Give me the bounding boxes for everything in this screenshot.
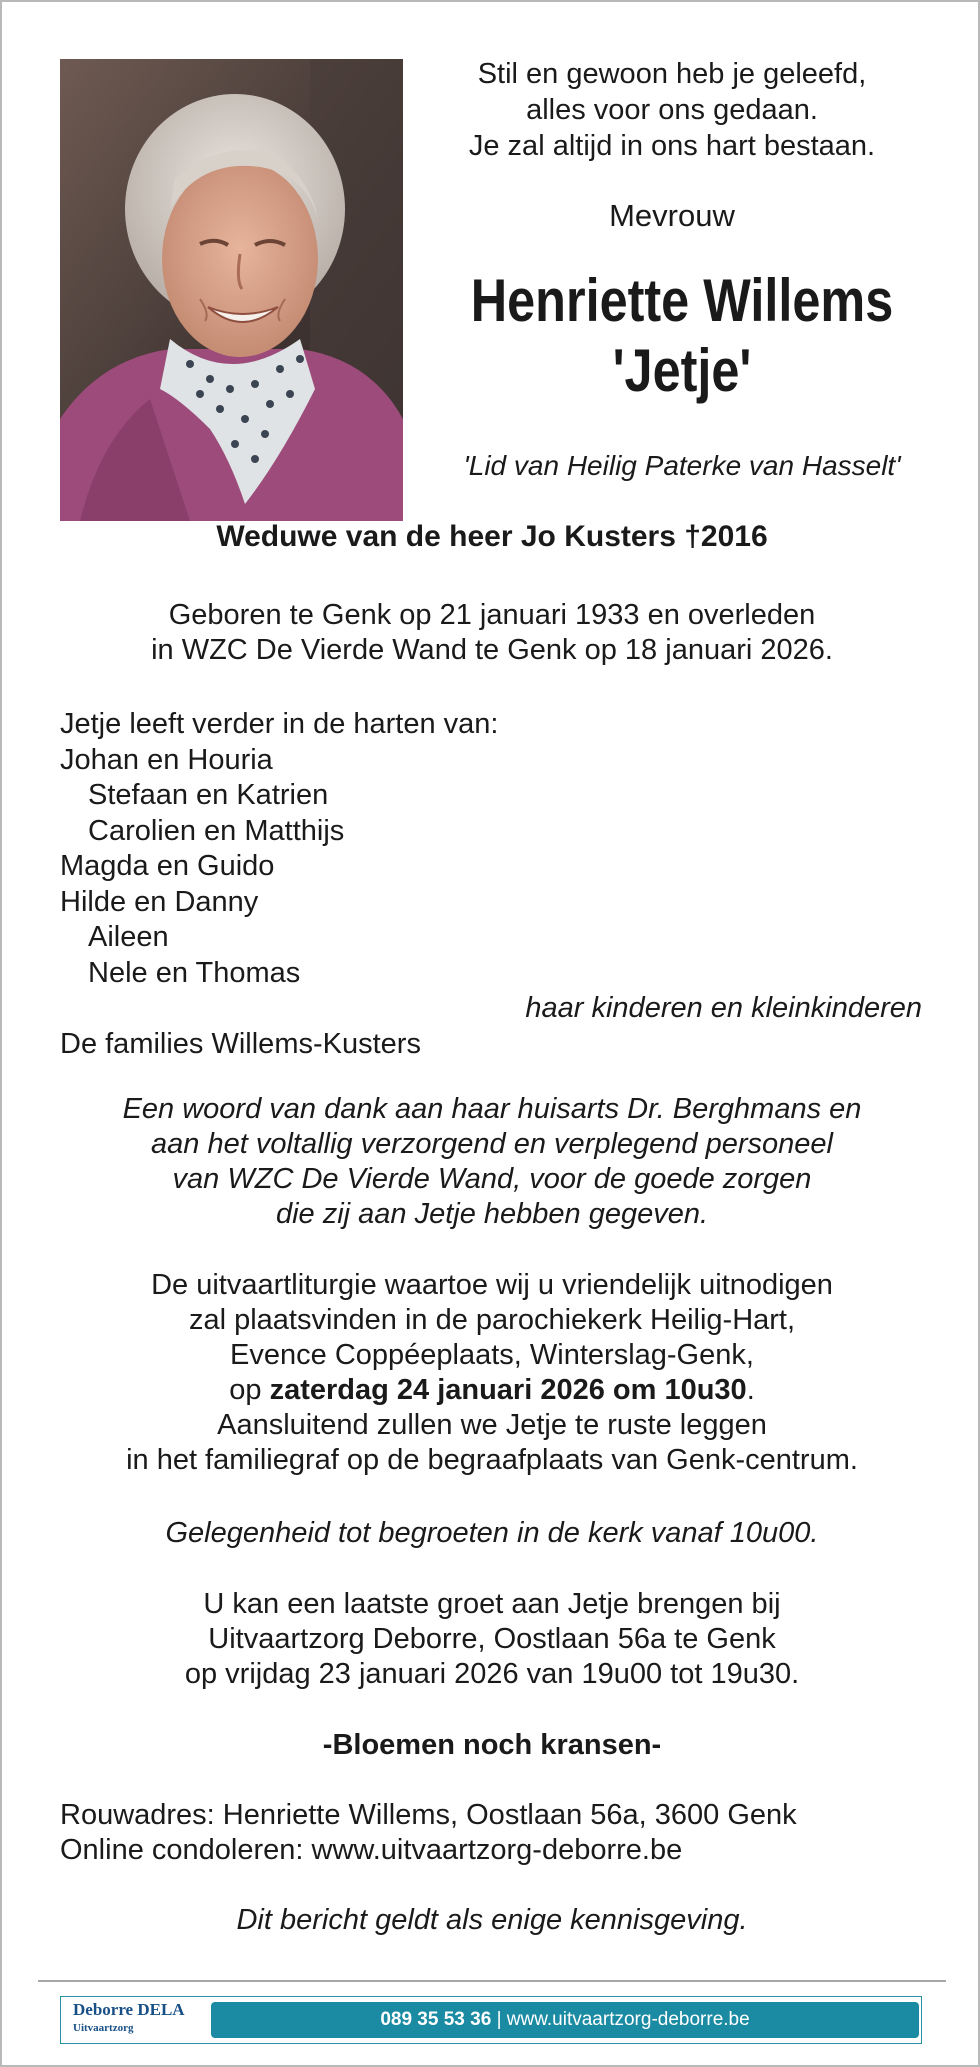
survivor-line: Nele en Thomas [88, 956, 301, 989]
no-flowers-note: -Bloemen noch kransen- [322, 1729, 662, 1761]
nickname: 'Jetje' [612, 337, 752, 404]
portrait-photo [60, 59, 403, 521]
funeral-date: zaterdag 24 januari 2026 om 10u30 [269, 1374, 747, 1406]
funeral-line: De uitvaartliturgie waartoe wij u vriendelijk uitnodigen [151, 1269, 833, 1301]
survivor-line: Johan en Houria [60, 743, 273, 776]
separator: | [496, 2009, 502, 2030]
survivor-line: Hilde en Danny [60, 885, 259, 918]
funeral-date-suffix: . [746, 1374, 755, 1406]
contact-bar [211, 2002, 919, 2038]
visitation-info [2, 1587, 980, 1692]
visitation-line: U kan een laatste groet aan Jetje brengen bij [203, 1588, 781, 1620]
website-link[interactable]: www.uitvaartzorg-deborre.be [506, 2009, 750, 2030]
verse-line: Je zal altijd in ons hart bestaan. [468, 130, 876, 162]
survivors-relation: haar kinderen en kleinkinderen [525, 992, 922, 1024]
thanks-line: van WZC De Vierde Wand, voor de goede zorgen [172, 1163, 812, 1195]
visitation-line: op vrijdag 23 januari 2026 van 19u00 tot 19u30. [184, 1658, 800, 1690]
phone-number[interactable]: 089 35 53 36 [380, 2009, 492, 2030]
funeral-info [2, 1268, 980, 1478]
thanks-line: die zij aan Jetje hebben gegeven. [275, 1198, 709, 1230]
widow-line: Weduwe van de heer Jo Kusters †2016 [216, 520, 768, 553]
birth-death-line: in WZC De Vierde Wand te Genk op 18 januari 2026. [151, 634, 833, 666]
thanks-note [2, 1092, 980, 1232]
greeting-note: Gelegenheid tot begroeten in de kerk vanaf 10u00. [165, 1517, 819, 1549]
survivor-line: Aileen [88, 921, 169, 953]
footer-divider [38, 1980, 946, 1982]
full-name: Henriette Willems [470, 267, 894, 334]
contact-info [60, 1798, 940, 1868]
closing-note: Dit bericht geldt als enige kennisgeving. [236, 1904, 748, 1936]
funeral-home-footer [60, 1996, 922, 2044]
logo-subtitle: Uitvaartzorg [73, 2022, 134, 2034]
online-condolence: Online condoleren: www.uitvaartzorg-deborre.be [60, 1834, 683, 1866]
families-line: De families Willems-Kusters [60, 1027, 421, 1060]
funeral-line: Aansluitend zullen we Jetje te ruste leggen [217, 1409, 767, 1441]
visitation-line: Uitvaartzorg Deborre, Oostlaan 56a te Genk [208, 1623, 776, 1655]
funeral-date-line [2, 1373, 980, 1408]
survivor-line: Stefaan en Katrien [88, 779, 329, 811]
funeral-date-prefix: op [229, 1374, 270, 1406]
logo-brand: Deborre DELA [73, 2000, 185, 2019]
honorific: Mevrouw [609, 198, 735, 233]
verse [412, 56, 932, 164]
birth-death-info [2, 598, 980, 668]
society-membership: 'Lid van Heilig Paterke van Hasselt' [463, 450, 901, 481]
survivors-intro: Jetje leeft verder in de harten van: [60, 708, 499, 740]
funeral-home-logo [73, 1999, 233, 2041]
funeral-line: zal plaatsvinden in de parochiekerk Heilig-Hart, [188, 1304, 796, 1336]
mourning-address: Rouwadres: Henriette Willems, Oostlaan 56a, 3600 Genk [60, 1799, 797, 1831]
survivors-list [60, 707, 930, 1062]
birth-death-line: Geboren te Genk op 21 januari 1933 en overleden [168, 599, 816, 631]
funeral-line: Evence Coppéeplaats, Winterslag-Genk, [230, 1339, 754, 1371]
funeral-line: in het familiegraf op de begraafplaats van Genk-centrum. [126, 1444, 858, 1476]
survivor-line: Carolien en Matthijs [88, 814, 345, 847]
verse-line: alles voor ons gedaan. [526, 94, 818, 126]
thanks-line: Een woord van dank aan haar huisarts Dr. Berghmans en [122, 1093, 862, 1125]
deceased-name [455, 266, 909, 406]
survivor-line: Magda en Guido [60, 850, 275, 882]
thanks-line: aan het voltallig verzorgend en verplegend personeel [151, 1128, 833, 1160]
verse-line: Stil en gewoon heb je geleefd, [477, 58, 867, 90]
